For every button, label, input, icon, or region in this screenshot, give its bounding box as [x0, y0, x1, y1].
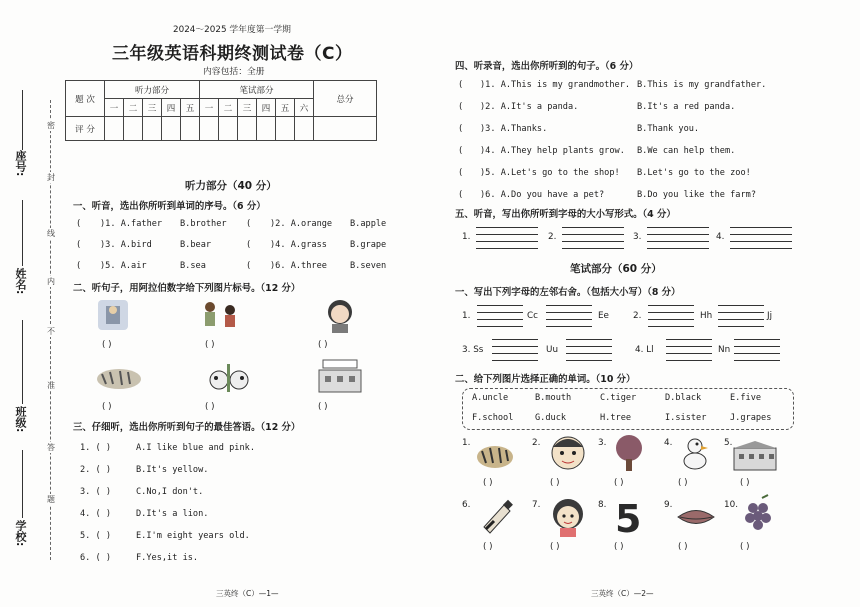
word-option: C.tiger: [600, 393, 637, 403]
w1-given-letter: Hh: [700, 311, 713, 321]
col-header: 四: [257, 99, 276, 117]
word-option: B.mouth: [535, 393, 572, 403]
q5-number: 2.: [548, 232, 557, 242]
word-option: F.school: [472, 413, 514, 423]
school-blank: [22, 450, 24, 518]
w2-answer-paren[interactable]: ( ): [740, 478, 750, 488]
w1-given-letter: Jj: [767, 311, 773, 321]
q4-option-a: )3. A.Thanks.: [480, 124, 548, 134]
school-label: 学校:: [14, 520, 27, 547]
seal-char: 密: [47, 121, 55, 130]
q3-number[interactable]: 3. ( ): [80, 487, 112, 497]
score-cell[interactable]: [105, 117, 124, 141]
q4-option-b: B.Thank you.: [637, 124, 700, 134]
w1-writing-lines[interactable]: [492, 339, 538, 365]
seal-char: 题: [47, 495, 55, 504]
q4-option-b: B.Let's go to the zoo!: [637, 168, 751, 178]
w2-number: 4.: [664, 438, 673, 448]
col-header: 一: [200, 99, 219, 117]
q2-answer-paren[interactable]: ( ): [205, 340, 215, 350]
w2-number: 3.: [598, 438, 607, 448]
q4-option-b: B.We can help them.: [637, 146, 736, 156]
q3-title: 三、仔细听，选出你所听到句子的最佳答语。（12 分）: [73, 422, 301, 433]
score-cell[interactable]: [200, 117, 219, 141]
seal-char: 线: [47, 229, 55, 238]
col-header: 一: [105, 99, 124, 117]
col-header: 三: [143, 99, 162, 117]
w1-title: 一、写出下列字母的左邻右舍。（包括大小写）（8 分）: [455, 287, 681, 298]
q4-option-a: )5. A.Let's go to the shop!: [480, 168, 620, 178]
total-header: 总分: [314, 81, 377, 117]
boy-face-icon: [548, 433, 588, 473]
col-header: 三: [238, 99, 257, 117]
word-option: D.black: [665, 393, 702, 403]
q2-answer-paren[interactable]: ( ): [102, 340, 112, 350]
page-footer-right: 三英终（C）—2—: [591, 589, 654, 598]
writing-header: 笔试部分: [200, 81, 314, 99]
seal-char: 答: [47, 443, 55, 452]
q4-paren: (: [458, 190, 464, 200]
score-table: [65, 80, 377, 141]
seal-char: 不: [47, 327, 55, 336]
pandas-picture: [205, 362, 253, 394]
word-option: I.sister: [665, 413, 707, 423]
q1-option-a: )4. A.grass: [270, 240, 327, 250]
q1-option-a: )3. A.bird: [100, 240, 152, 250]
q5-number: 4.: [716, 232, 725, 242]
q1-paren: (: [246, 261, 252, 271]
name-label: 姓名:: [14, 268, 27, 295]
q4-paren: (: [458, 146, 464, 156]
q2-title: 二、听句子，用阿拉伯数字给下列图片标号。（12 分）: [73, 283, 301, 294]
word-option: E.five: [730, 393, 762, 403]
w2-answer-paren[interactable]: ( ): [550, 542, 560, 552]
q1-option-a: )1. A.father: [100, 219, 163, 229]
w2-answer-paren[interactable]: ( ): [678, 478, 688, 488]
q4-title: 四、听录音，选出你所听到的句子。（6 分）: [455, 61, 639, 72]
q3-answer-option: C.No,I don't.: [136, 487, 204, 497]
q5-writing-lines[interactable]: [647, 227, 709, 253]
duck-icon: [678, 435, 712, 475]
w1-given-letter: 3. Ss: [462, 345, 484, 355]
seat-blank: [22, 90, 24, 150]
q2-answer-paren[interactable]: ( ): [318, 340, 328, 350]
w2-number: 7.: [532, 500, 541, 510]
w1-given-letter: Cc: [527, 311, 538, 321]
q1-paren: (: [76, 240, 82, 250]
word-option: H.tree: [600, 413, 632, 423]
q5-number: 3.: [633, 232, 642, 242]
word-option: J.grapes: [730, 413, 772, 423]
col-header: 四: [162, 99, 181, 117]
w1-writing-lines[interactable]: [477, 305, 523, 331]
number-five-icon: [612, 494, 642, 538]
q3-number[interactable]: 1. ( ): [80, 443, 112, 453]
score-cell[interactable]: [314, 117, 377, 141]
seal-char: 封: [47, 173, 55, 182]
score-cell[interactable]: [124, 117, 143, 141]
q5-title: 五、听音，写出你所听到字母的大小写形式。（4 分）: [455, 209, 676, 220]
tiger-icon: [474, 437, 516, 473]
seal-char: 内: [47, 277, 55, 286]
w2-number: 5.: [724, 438, 733, 448]
q4-option-b: B.This is my grandfather.: [637, 80, 767, 90]
page-footer-left: 三英终（C）—1—: [216, 589, 279, 598]
q1-title: 一、听音，选出你所听到单词的序号。（6 分）: [73, 201, 266, 212]
school-icon: [732, 440, 778, 472]
w2-answer-paren[interactable]: ( ): [483, 542, 493, 552]
w1-writing-lines[interactable]: [666, 339, 712, 365]
w2-answer-paren[interactable]: ( ): [550, 478, 560, 488]
w1-writing-lines[interactable]: [648, 305, 694, 331]
w2-number: 1.: [462, 438, 471, 448]
w2-answer-paren[interactable]: ( ): [614, 478, 624, 488]
word-option: A.uncle: [472, 393, 509, 403]
q1-option-b: B.seven: [350, 261, 387, 271]
q3-answer-option: A.I like blue and pink.: [136, 443, 255, 453]
col-header: 五: [181, 99, 200, 117]
w1-number: 1.: [462, 311, 471, 321]
w2-answer-paren[interactable]: ( ): [740, 542, 750, 552]
exam-title: 三年级英语科期终测试卷（C）: [112, 44, 353, 64]
q4-paren: (: [458, 168, 464, 178]
q4-option-a: )2. A.It's a panda.: [480, 102, 579, 112]
score-cell[interactable]: [295, 117, 314, 141]
listening-header: 听力部分: [105, 81, 200, 99]
w1-writing-lines[interactable]: [546, 305, 592, 331]
w1-writing-lines[interactable]: [718, 305, 764, 331]
q2-answer-paren[interactable]: ( ): [205, 402, 215, 412]
q1-option-a: )5. A.air: [100, 261, 147, 271]
q1-option-b: B.grape: [350, 240, 387, 250]
mouth-icon: [676, 504, 716, 530]
tiger-picture: [94, 362, 144, 392]
q3-number[interactable]: 4. ( ): [80, 509, 112, 519]
score-cell[interactable]: [219, 117, 238, 141]
svg-text:5: 5: [615, 497, 642, 538]
score-cell[interactable]: [181, 117, 200, 141]
w2-title: 二、给下列图片选择正确的单词。（10 分）: [455, 374, 636, 385]
w1-writing-lines[interactable]: [566, 339, 612, 365]
w2-number: 10.: [724, 500, 738, 510]
class-blank: [22, 320, 24, 404]
q3-number[interactable]: 5. ( ): [80, 531, 112, 541]
score-cell[interactable]: [238, 117, 257, 141]
girl-face-icon: [548, 496, 588, 538]
name-blank: [22, 200, 24, 266]
q3-answer-option: E.I'm eight years old.: [136, 531, 250, 541]
w2-number: 6.: [462, 500, 471, 510]
seat-label: 座号:: [14, 150, 27, 177]
q5-writing-lines[interactable]: [562, 227, 624, 253]
listening-section-title: 听力部分（40 分）: [185, 180, 277, 192]
col-header: 五: [276, 99, 295, 117]
w1-given-letter: 4. Ll: [635, 345, 654, 355]
q2-answer-paren[interactable]: ( ): [318, 402, 328, 412]
q1-paren: (: [76, 219, 82, 229]
col-header: 二: [124, 99, 143, 117]
w1-given-letter: Uu: [546, 345, 559, 355]
q1-option-a: )6. A.three: [270, 261, 327, 271]
q4-paren: (: [458, 102, 464, 112]
q1-option-b: B.brother: [180, 219, 227, 229]
w2-number: 2.: [532, 438, 541, 448]
col-header: 六: [295, 99, 314, 117]
w1-given-letter: Ee: [598, 311, 609, 321]
q1-option-b: B.sea: [180, 261, 206, 271]
q3-answer-option: F.Yes,it is.: [136, 553, 199, 563]
w2-answer-paren[interactable]: ( ): [483, 478, 493, 488]
q3-number[interactable]: 2. ( ): [80, 465, 112, 475]
writing-section-title: 笔试部分（60 分）: [570, 263, 662, 275]
q3-answer-option: D.It's a lion.: [136, 509, 209, 519]
q1-option-b: B.apple: [350, 219, 387, 229]
q5-writing-lines[interactable]: [476, 227, 538, 253]
q2-answer-paren[interactable]: ( ): [102, 402, 112, 412]
q4-option-a: )6. A.Do you have a pet?: [480, 190, 605, 200]
q4-option-b: B.Do you like the farm?: [637, 190, 756, 200]
w2-answer-paren[interactable]: ( ): [614, 542, 624, 552]
score-cell[interactable]: [162, 117, 181, 141]
q1-paren: (: [246, 240, 252, 250]
score-cell[interactable]: [143, 117, 162, 141]
tree-icon: [612, 433, 646, 473]
w1-number: 2.: [633, 311, 642, 321]
w2-answer-paren[interactable]: ( ): [678, 542, 688, 552]
q4-paren: (: [458, 80, 464, 90]
q4-paren: (: [458, 124, 464, 134]
q1-paren: (: [76, 261, 82, 271]
q4-option-a: )1. A.This is my grandmother.: [480, 80, 631, 90]
grapes-icon: [742, 494, 776, 536]
q3-answer-option: B.It's yellow.: [136, 465, 209, 475]
q4-option-a: )4. A.They help plants grow.: [480, 146, 625, 156]
school-building-picture: [315, 356, 365, 396]
score-row-label: 评 分: [66, 117, 105, 141]
q4-option-b: B.It's a red panda.: [637, 102, 736, 112]
score-cell[interactable]: [276, 117, 295, 141]
q1-option-b: B.bear: [180, 240, 212, 250]
girl-picture: [322, 294, 358, 334]
w1-given-letter: Nn: [718, 345, 731, 355]
q5-number: 1.: [462, 232, 471, 242]
col-header: 二: [219, 99, 238, 117]
class-label: 班级:: [14, 406, 27, 433]
q1-option-a: )2. A.orange: [270, 219, 333, 229]
family-picture: [198, 298, 242, 334]
content-scope: 内容包括：全册: [203, 67, 265, 77]
w1-writing-lines[interactable]: [734, 339, 780, 365]
score-row-label: 题 次: [66, 81, 105, 117]
term-line: 2024～2025 学年度第一学期: [173, 25, 291, 35]
q3-number[interactable]: 6. ( ): [80, 553, 112, 563]
tap-picture: [96, 298, 130, 332]
q1-paren: (: [246, 219, 252, 229]
q5-writing-lines[interactable]: [730, 227, 792, 253]
w2-number: 8.: [598, 500, 607, 510]
paint-tube-icon: [478, 497, 516, 535]
score-cell[interactable]: [257, 117, 276, 141]
seal-char: 准: [47, 381, 55, 390]
word-option: G.duck: [535, 413, 567, 423]
w2-number: 9.: [664, 500, 673, 510]
